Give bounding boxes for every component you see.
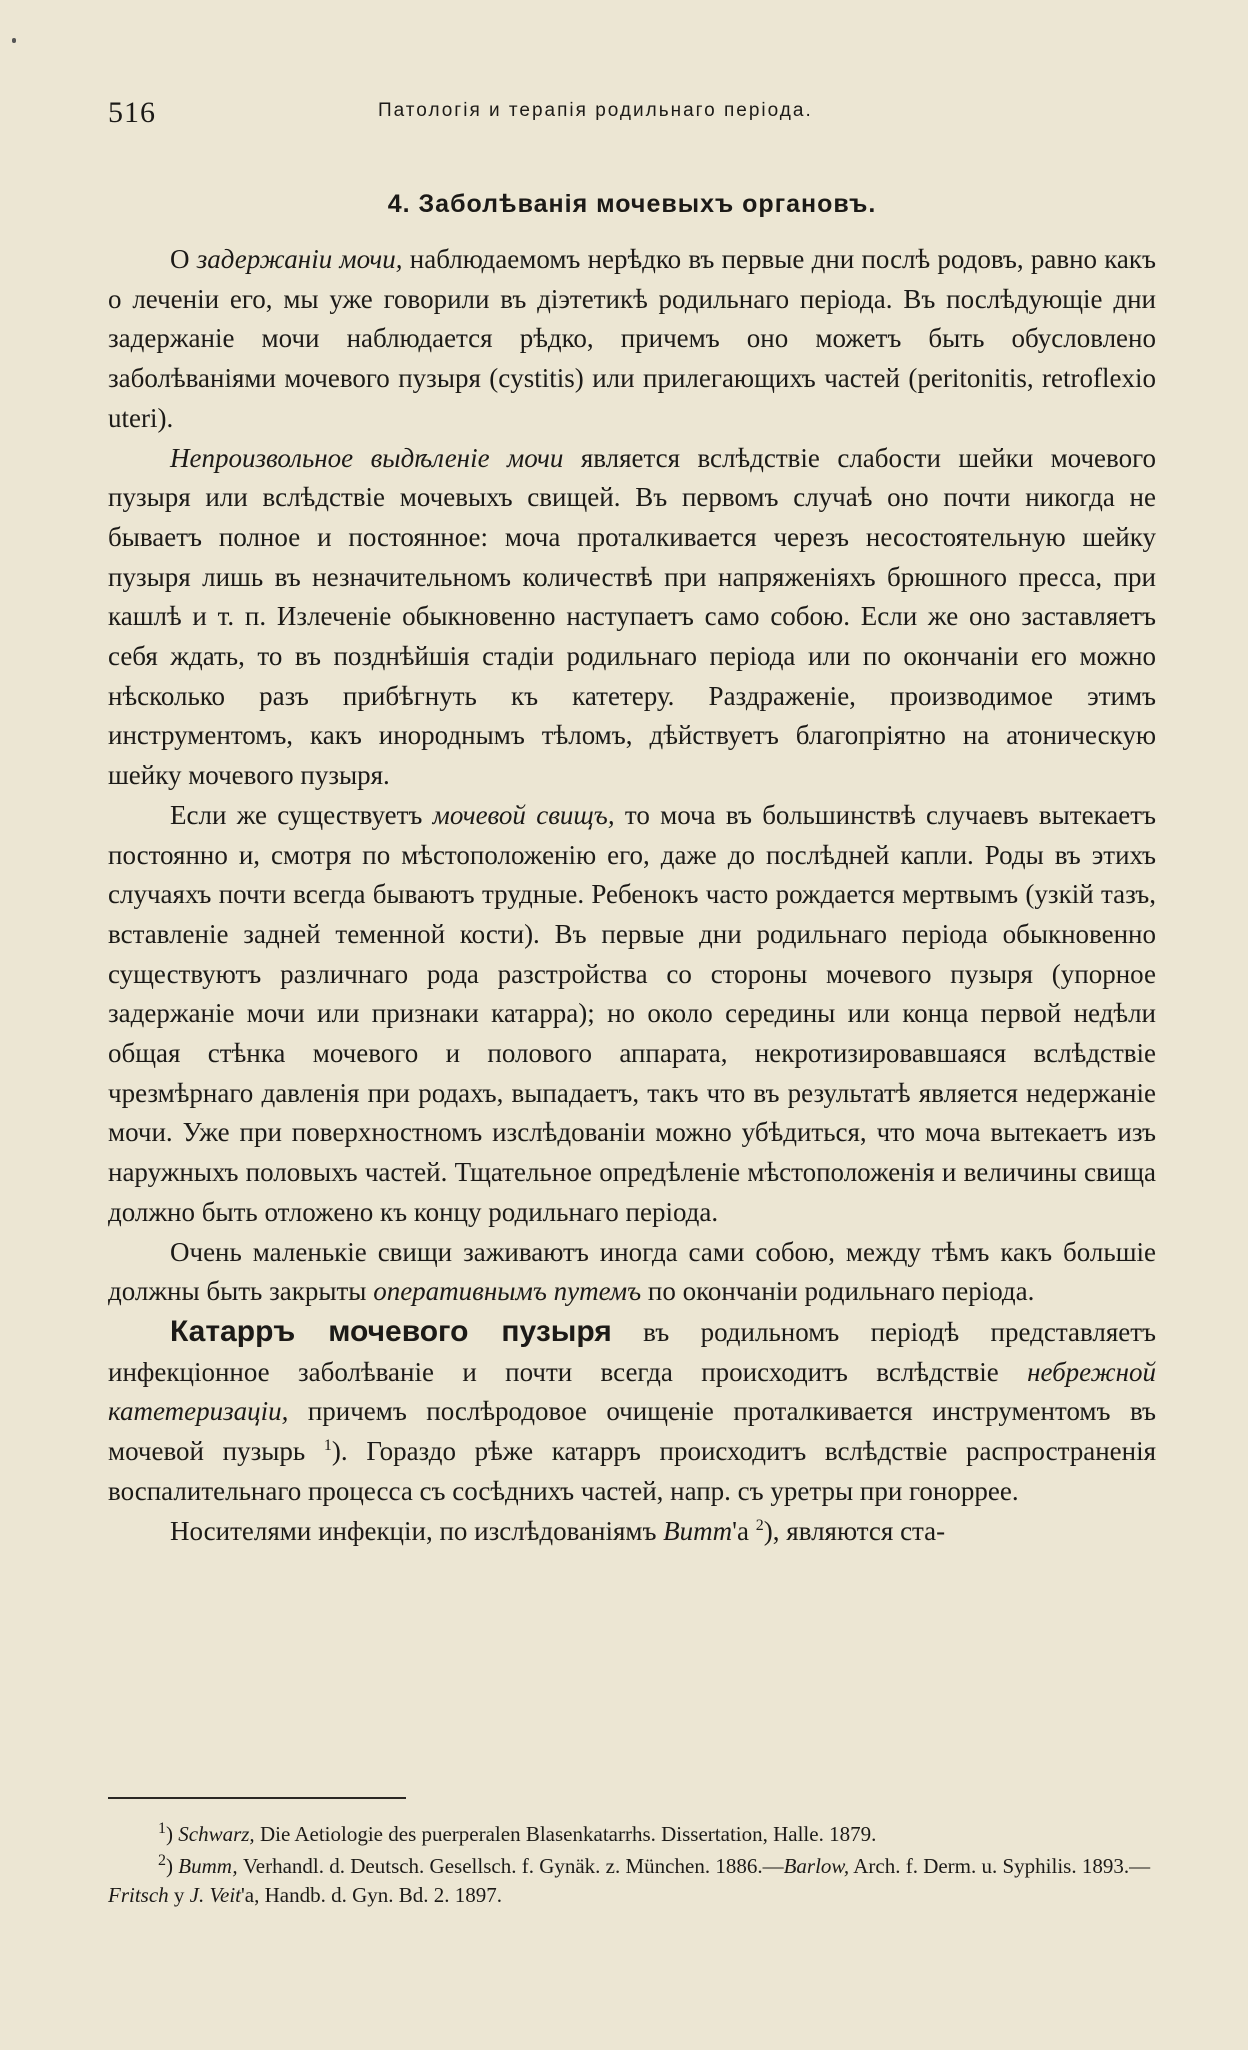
paragraph-retention	[108, 240, 1156, 439]
footnote-divider	[108, 1797, 406, 1799]
italic-term: мочевой свищъ,	[432, 799, 615, 830]
paragraph-text: 'а	[732, 1515, 756, 1546]
footnote-author: Витт,	[178, 1854, 238, 1878]
footnote-text: Arch. f. Derm. u. Syphilis. 1893.—	[849, 1854, 1151, 1878]
paragraph-lead: Носителями инфекціи, по изслѣдованіямъ	[170, 1515, 664, 1546]
italic-term: небрежной катетеризаціи,	[108, 1356, 1156, 1427]
paragraph-lead: въ родильномъ періодѣ представляетъ инфекціонное заболѣваніе и почти всегда происходитъ вслѣдствіе	[108, 1316, 1156, 1387]
footnote-text: Verhandl. d. Deutsch. Gesellsch. f. Gynäk. z. München. 1886.—	[237, 1854, 784, 1878]
paragraph-lead: О	[170, 244, 197, 274]
footnote-2	[108, 1852, 1156, 1910]
footnote-author: J. Veit	[189, 1883, 241, 1907]
paragraph-lead: Очень маленькіе свищи заживаютъ иногда сами собою, между тѣмъ какъ большіе должны быть закрыты	[108, 1236, 1156, 1307]
paragraph-text: ). Гораздо рѣже катарръ происходитъ вслѣдствіе распространенія воспалительнаго процесса съ сосѣднихъ частей, напр. съ уретры при гоноррее.	[108, 1436, 1156, 1506]
italic-term: оперативнымъ путемъ	[373, 1276, 642, 1307]
footnote-mark: 1	[158, 1820, 166, 1837]
footnote-ref[interactable]: 2	[755, 1516, 764, 1534]
footnotes	[108, 1820, 1156, 1913]
paragraph-lead: Если же существуетъ	[170, 799, 433, 830]
running-title: Патологія и терапія родильнаго періода.	[378, 100, 813, 121]
italic-term: Непроизвольное выдѣленіе мочи	[170, 442, 564, 473]
italic-term: задержаніи мочи,	[196, 244, 403, 274]
footnote-author: Schwarz,	[178, 1822, 255, 1846]
footnote-text: )	[166, 1854, 179, 1878]
page-number: 516	[108, 96, 156, 129]
body-text	[108, 240, 1156, 1551]
footnote-author: Fritsch	[108, 1883, 169, 1907]
paragraph-text: по окончаніи родильнаго періода.	[641, 1276, 1035, 1307]
paragraph-catarrh	[108, 1312, 1156, 1512]
section-title: 4. Заболѣванія мочевыхъ органовъ.	[387, 190, 877, 218]
paragraph-small-fistulas	[108, 1233, 1156, 1312]
paragraph-fistula	[108, 796, 1156, 1233]
paragraph-text: наблюдаемомъ нерѣдко въ первые дни послѣ родовъ, равно какъ о леченіи его, мы уже говорили въ діэтетикѣ родильнаго періода. Въ послѣдующіе дни задержаніе мочи наблюдается рѣдко, причемъ оно можетъ быть обусловлено заболѣваніями мочевого пузыря (cystitis) или прилегающихъ частей (peritonitis, retroflexio uteri).	[108, 244, 1156, 433]
inline-heading: Катарръ мочевого пузыря	[170, 1314, 612, 1348]
italic-term: Витт	[663, 1515, 733, 1546]
footnote-mark: 2	[158, 1852, 166, 1869]
footnote-text: 'a, Handb. d. Gyn. Bd. 2. 1897.	[240, 1883, 502, 1907]
paragraph-text: является вслѣдствіе слабости шейки мочевого пузыря или вслѣдствіе мочевыхъ свищей. Въ первомъ случаѣ оно почти никогда не бываетъ полное и постоянное: моча проталкивается черезъ несостоятельную шейку пузыря лишь въ незначительномъ количествѣ при напряженіяхъ брюшного пресса, при кашлѣ и т. п. Излеченіе обыкновенно наступаетъ само собою. Если же оно заставляетъ себя ждать, то въ позднѣйшія стадіи родильнаго періода или по окончаніи его можно нѣсколько разъ прибѣгнуть къ катетеру. Раздраженіе, производимое этимъ инструментомъ, какъ инороднымъ тѣломъ, дѣйствуетъ благопріятно на атоническую шейку мочевого пузыря.	[108, 442, 1156, 791]
print-speck	[12, 38, 16, 43]
footnote-1	[108, 1820, 1156, 1849]
paragraph-text: то моча въ большинствѣ случаевъ вытекаетъ постоянно и, смотря по мѣстоположенію его, даже до послѣдней капли. Роды въ этихъ случаяхъ почти всегда бываютъ трудные. Ребенокъ часто рождается мертвымъ (узкій тазъ, вставленіе задней теменной кости). Въ первые дни родильнаго періода обыкновенно существуютъ различнаго рода разстройства со стороны мочевого пузыря (упорное задержаніе мочи или признаки катарра); но около середины или конца первой недѣли общая стѣнка мочевого и полового аппарата, некротизировавшаяся вслѣдствіе чрезмѣрнаго давленія при родахъ, выпадаетъ, такъ что въ результатѣ является недержаніе мочи. Уже при поверхностномъ изслѣдованіи можно убѣдиться, что моча вытекаетъ изъ наружныхъ половыхъ частей. Тщательное опредѣленіе мѣстоположенія и величины свища должно быть отложено къ концу родильнаго періода.	[108, 799, 1156, 1227]
footnote-text: у	[168, 1883, 190, 1907]
paragraph-text: причемъ послѣродовое очищеніе проталкивается инструментомъ въ мочевой пузырь	[108, 1396, 1156, 1467]
paragraph-carriers	[108, 1512, 1156, 1552]
footnote-text: Die Aetiologie des puerperalen Blasenkatarrhs. Dissertation, Halle. 1879.	[254, 1822, 877, 1846]
footnote-text: )	[166, 1822, 179, 1846]
paragraph-incontinence	[108, 439, 1156, 796]
page-header	[108, 96, 1156, 136]
paragraph-text: ), являются ста-	[763, 1515, 946, 1546]
footnote-ref[interactable]: 1	[323, 1437, 332, 1455]
footnote-author: Barlow,	[783, 1854, 850, 1878]
